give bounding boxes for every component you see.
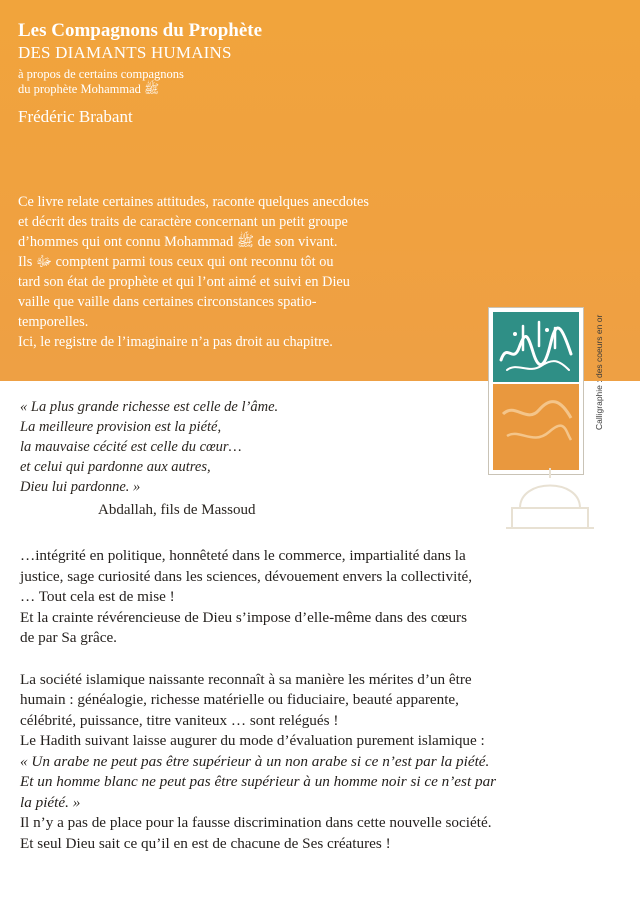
book-header xyxy=(18,20,262,127)
body-line: justice, sage curiosité dans les sciences, dévouement envers la collectivité, xyxy=(20,567,473,585)
about-line: à propos de certains compagnons xyxy=(18,67,184,81)
book-about xyxy=(18,67,262,97)
book-summary xyxy=(18,192,466,352)
body-line: …intégrité en politique, honnêteté dans le commerce, impartialité dans la xyxy=(20,547,466,564)
quote-line: La meilleure provision est la piété, xyxy=(20,419,222,435)
body-line: Le Hadith suivant laisse augurer du mode d’évaluation purement islamique : xyxy=(20,732,485,749)
epigraph-quote xyxy=(20,397,350,497)
hadith-line: « Un arabe ne peut pas être supérieur à un non arabe si ce n’est par la piété. xyxy=(20,752,490,770)
quote-line: la mauvaise cécité est celle du cœur… xyxy=(20,439,242,455)
body-line: Il n’y a pas de place pour la fausse discrimination dans cette nouvelle société. xyxy=(20,814,492,831)
summary-line: temporelles. xyxy=(18,314,89,330)
summary-line: vaille que vaille dans certaines circonstances spatio- xyxy=(18,294,317,310)
body-line: … Tout cela est de mise ! xyxy=(20,588,175,605)
quote-line: Dieu lui pardonne. » xyxy=(20,479,141,495)
calligraphy-caption: Calligraphie : des coeurs en or xyxy=(594,314,604,430)
book-title: Les Compagnons du Prophète xyxy=(18,20,263,41)
quote-attribution: Abdallah, fils de Massoud xyxy=(98,502,256,518)
quote-line: et celui qui pardonne aux autres, xyxy=(20,459,211,475)
body-line: La société islamique naissante reconnaît à sa manière les mérites d’un être xyxy=(20,670,472,688)
body-line: de par Sa grâce. xyxy=(20,629,117,646)
body-paragraph-1 xyxy=(20,546,626,649)
summary-line: et décrit des traits de caractère concernant un petit groupe xyxy=(18,214,348,230)
body-paragraph-2 xyxy=(20,670,626,855)
summary-line: Ce livre relate certaines attitudes, raconte quelques anecdotes xyxy=(18,194,369,210)
calligraphy-script-icon xyxy=(493,312,579,382)
about-line: du prophète Mohammad ﷺ xyxy=(18,82,160,96)
mosque-dome-icon xyxy=(500,438,600,534)
body-line: célébrité, puissance, titre vaniteux … sont relégués ! xyxy=(20,711,339,729)
hadith-line: la piété. » xyxy=(20,793,81,811)
book-author: Frédéric Brabant xyxy=(18,107,133,126)
book-subtitle: DES DIAMANTS HUMAINS xyxy=(18,43,232,62)
calligraphy-image xyxy=(493,312,579,382)
hadith-line: Et un homme blanc ne peut pas être supérieur à un homme noir si ce n’est par xyxy=(20,773,497,790)
summary-line: tard son état de prophète et qui l’ont aimé et suivi en Dieu xyxy=(18,274,350,290)
body-line: Et la crainte révérencieuse de Dieu s’impose d’elle-même dans des cœurs xyxy=(20,608,468,626)
body-line: Et seul Dieu sait ce qu’il en est de chacune de Ses créatures ! xyxy=(20,834,391,852)
summary-line: Ils ﷻ comptent parmi tous ceux qui ont reconnu tôt ou xyxy=(18,254,334,270)
summary-line: Ici, le registre de l’imaginaire n’a pas droit au chapitre. xyxy=(18,334,333,350)
quote-line: « La plus grande richesse est celle de l’âme. xyxy=(20,399,279,415)
summary-line: d’hommes qui ont connu Mohammad ﷺ de son vivant. xyxy=(18,234,338,250)
body-line: humain : généalogie, richesse matérielle ou fiduciaire, beauté apparente, xyxy=(20,691,459,708)
back-cover-body xyxy=(20,546,626,875)
